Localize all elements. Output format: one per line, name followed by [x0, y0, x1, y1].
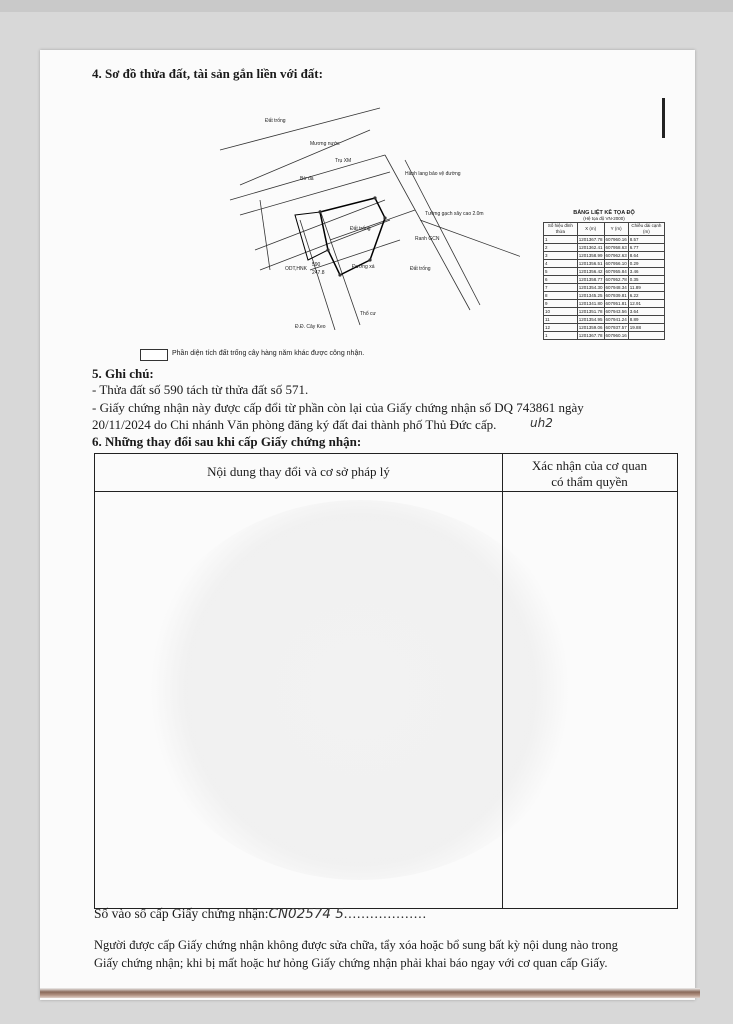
map-label-tru-xm: Trụ XM — [335, 158, 352, 164]
coord-cell: 607937.57 — [605, 324, 627, 330]
coord-cell: 607958.63 — [605, 244, 627, 250]
coord-cell: 1201345.25 — [578, 292, 603, 298]
coord-cell: 9 — [544, 300, 578, 308]
coord-cell: 5 — [544, 268, 578, 276]
coord-cell: 607962.63 — [605, 252, 627, 258]
registry-label: Số vào sổ cấp Giấy chứng nhận: — [94, 906, 269, 921]
coord-row — [544, 324, 665, 332]
margin-mark — [662, 98, 665, 138]
coord-cell: 11 — [544, 316, 578, 324]
coord-cell: 0.35 — [628, 276, 664, 284]
coord-cell: 3.64 — [628, 308, 664, 316]
coord-col-y: Y (m) — [604, 223, 628, 236]
registry-value: CN02574 5 — [268, 906, 344, 922]
coord-table-title: BẢNG LIỆT KÊ TỌA ĐỘ — [573, 210, 635, 216]
coord-row — [544, 268, 665, 276]
coord-row — [544, 236, 665, 244]
coord-cell: 11.89 — [628, 284, 664, 292]
coord-row — [544, 292, 665, 300]
map-label-area: 247.8 — [312, 270, 325, 276]
coord-cell: 6 — [544, 276, 578, 284]
coord-cell: 8 — [544, 292, 578, 300]
coord-row — [544, 332, 665, 340]
section-4-title: 4. Sơ đồ thửa đất, tài sản gắn liền với đất: — [92, 66, 323, 81]
note-line-1: - Thửa đất số 590 tách từ thửa đất số 571. — [92, 382, 309, 397]
coord-cell: 607941.24 — [605, 316, 627, 322]
changes-col-confirm — [502, 458, 677, 490]
coord-cell: 607952.78 — [605, 276, 627, 282]
map-label-tho-cu: Thổ cư — [360, 311, 376, 317]
map-label-cay-keo: Đ.Đ. Cây Keo — [295, 324, 326, 330]
coord-row — [544, 308, 665, 316]
map-label-gcn: Ranh GCN — [415, 236, 440, 242]
map-label-tuong-gach: Tường gạch xây cao 2.0m — [425, 211, 484, 217]
map-label-dat-trong-3: Đất trống — [350, 226, 371, 232]
coord-cell: 3.46 — [628, 268, 664, 276]
coord-cell: 1201351.78 — [578, 308, 603, 314]
coord-cell: 607955.84 — [605, 268, 627, 274]
changes-col-confirm-line1: Xác nhận của cơ quan — [531, 458, 648, 473]
coord-cell: 607951.81 — [605, 300, 627, 306]
coord-cell — [628, 332, 664, 340]
map-label-muong: Mương nước — [310, 141, 340, 147]
coord-cell: 12 — [544, 324, 578, 332]
parcel-map — [200, 100, 520, 330]
coord-cell: 19.88 — [628, 324, 664, 332]
coord-cell: 10 — [544, 308, 578, 316]
coord-cell: 607956.10 — [605, 260, 627, 266]
section-6-title: 6. Những thay đổi sau khi cấp Giấy chứng nhận: — [92, 434, 362, 449]
note-line-3: 20/11/2024 do Chi nhánh Văn phòng đăng ký đất đai thành phố Thủ Đức cấp. — [92, 417, 497, 432]
coord-cell: 1 — [544, 236, 578, 244]
coord-cell: 6.77 — [628, 244, 664, 252]
coord-col-x: X (m) — [577, 223, 604, 236]
coord-row — [544, 316, 665, 324]
coord-cell: 1201367.78 — [578, 236, 603, 242]
coord-cell: 6.22 — [628, 292, 664, 300]
coord-row — [544, 276, 665, 284]
coord-table-subtitle: (Hệ tọa độ VN-2000) — [583, 216, 625, 221]
coord-row — [544, 244, 665, 252]
changes-col-confirm-line2: có thẩm quyền — [551, 474, 628, 489]
coord-cell: 1201341.80 — [578, 300, 603, 306]
coord-cell: 1201354.95 — [578, 316, 603, 322]
coord-cell: 7 — [544, 284, 578, 292]
note-line-2: - Giấy chứng nhận này được cấp đổi từ phần còn lại của Giấy chứng nhận số DQ 743861 ngày — [92, 400, 584, 415]
map-label-dat-trong: Đất trống — [265, 118, 286, 124]
coord-cell: 1201358.99 — [578, 252, 603, 258]
coord-col-length: Chiều dài cạnh (m) — [628, 223, 664, 236]
map-label-parcel-no: 590 — [312, 262, 321, 268]
coord-cell: 607960.16 — [605, 332, 627, 338]
coord-cell: 2 — [544, 244, 578, 252]
coord-cell: 1201354.30 — [578, 284, 603, 290]
coord-cell: 1201362.41 — [578, 244, 603, 250]
coord-col-point: Số hiệu đỉnh thửa — [544, 223, 578, 236]
coord-cell: 607943.56 — [605, 308, 627, 314]
coord-cell: 12.91 — [628, 300, 664, 308]
coord-cell: 8.64 — [628, 252, 664, 260]
coord-cell: 1201356.51 — [578, 260, 603, 266]
registry-number — [94, 906, 427, 922]
coord-cell: 607939.81 — [605, 292, 627, 298]
coord-cell: 607948.34 — [605, 284, 627, 290]
coord-cell: 1201359.06 — [578, 324, 603, 330]
coordinate-table — [543, 210, 665, 340]
coord-cell: 1201358.77 — [578, 276, 603, 282]
legend-swatch — [140, 349, 168, 361]
coord-cell: 1201356.42 — [578, 268, 603, 274]
coord-cell: 3 — [544, 252, 578, 260]
coord-row — [544, 252, 665, 260]
coord-row — [544, 300, 665, 308]
coord-cell: 1 — [544, 332, 578, 340]
table-header-line — [95, 491, 677, 492]
coord-cell: 4 — [544, 260, 578, 268]
coord-cell: 8.89 — [628, 316, 664, 324]
map-label-dat-trong-2: Đất trống — [410, 266, 431, 272]
map-label-parcel: ODT,HNK — [285, 266, 307, 272]
map-label-duong-xa: Đường xá — [352, 264, 375, 270]
coord-cell: 607960.16 — [605, 236, 627, 242]
legend-text: Phần diện tích đất trống cây hàng năm khác được công nhận. — [172, 350, 365, 357]
section-5-title: 5. Ghi chú: — [92, 366, 154, 381]
coord-cell: 0.29 — [628, 260, 664, 268]
footer-line-2: Giấy chứng nhận; khi bị mất hoặc hư hỏng Giấy chứng nhận phải khai báo ngay với cơ quan cấp Giấy. — [94, 956, 608, 970]
footer-line-1: Người được cấp Giấy chứng nhận không được sửa chữa, tẩy xóa hoặc bổ sung bất kỳ nội dung nào trong — [94, 938, 618, 952]
map-label-hanh-lang: Hành lang bảo vệ đường — [405, 171, 461, 177]
coord-cell: 8.57 — [628, 236, 664, 244]
map-label-be-da: Bờ đá — [300, 176, 314, 182]
changes-table — [94, 453, 678, 909]
coord-cell: 1201367.78 — [578, 332, 603, 338]
registry-dots: ................... — [343, 906, 428, 921]
handwritten-initials: uh2 — [530, 416, 553, 430]
page-bottom-edge — [40, 988, 700, 998]
coord-row — [544, 284, 665, 292]
coord-row — [544, 260, 665, 268]
changes-col-content: Nội dung thay đổi và cơ sở pháp lý — [207, 464, 390, 479]
table-divider — [502, 454, 503, 908]
top-bar — [0, 0, 733, 12]
